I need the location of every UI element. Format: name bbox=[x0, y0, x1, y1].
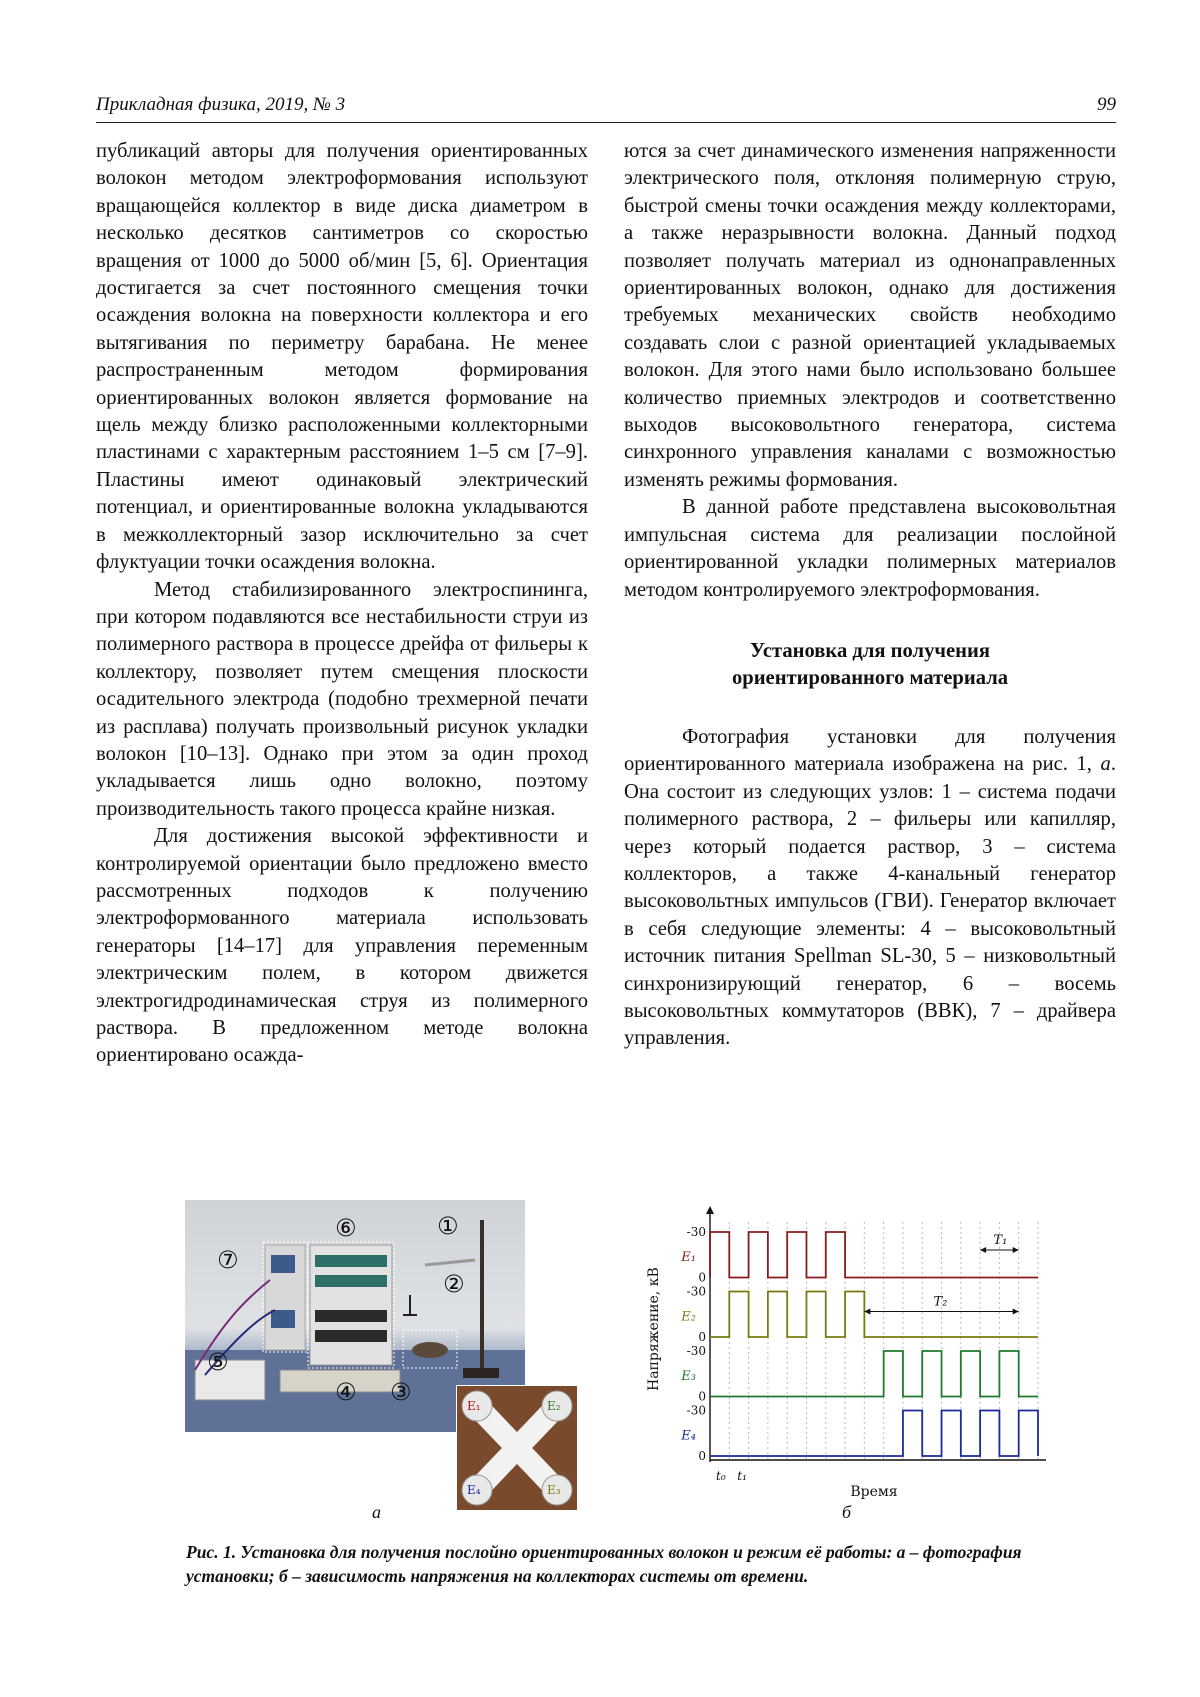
series-label: E₁ bbox=[681, 1249, 696, 1265]
section-heading bbox=[624, 638, 1116, 692]
y-axis-arrow bbox=[706, 1206, 714, 1214]
voltage-chart-svg bbox=[630, 1200, 1050, 1500]
marker-5: ⑤ bbox=[207, 1348, 229, 1376]
left-column bbox=[96, 138, 588, 1070]
x-tick-label: t₀ bbox=[716, 1469, 726, 1483]
series-label: E₄ bbox=[681, 1428, 696, 1444]
y-tick-label: -30 bbox=[686, 1284, 706, 1299]
y-tick-label: 0 bbox=[698, 1330, 706, 1344]
figure-caption: Рис. 1. Установка для получения послойно ориентированных волокон и режим её работы: а – фотография установки; б – зависимость напряжения на коллекторах системы от времени. bbox=[186, 1542, 1022, 1586]
right-column bbox=[624, 138, 1116, 1053]
y-tick-label: 0 bbox=[698, 1449, 706, 1463]
page-number: 99 bbox=[1097, 94, 1116, 115]
driver-board bbox=[271, 1310, 295, 1328]
series-waveform bbox=[710, 1292, 1038, 1338]
annotation-t1: T₁ bbox=[993, 1233, 1008, 1248]
stand-rod bbox=[480, 1220, 484, 1370]
y-tick-label: -30 bbox=[686, 1403, 706, 1418]
text-run: Фотография установки для получения ориентированного материала изображена на рис. 1, bbox=[624, 725, 1116, 776]
paragraph: В данной работе представлена высоковольтная импульсная система для реализации послойной ориентированной укладки полимерных материалов методом контролируемого электроформования. bbox=[624, 496, 1116, 601]
series-waveform bbox=[710, 1232, 1038, 1278]
subfigure-label-b: б bbox=[842, 1502, 852, 1522]
voltage-chart bbox=[630, 1200, 1050, 1500]
driver-board bbox=[271, 1255, 295, 1273]
electrode-label-e1: E₁ bbox=[467, 1399, 481, 1413]
y-tick-label: 0 bbox=[698, 1389, 706, 1404]
stand-base bbox=[463, 1368, 499, 1378]
marker-4: ④ bbox=[335, 1378, 357, 1406]
figure-ref: а bbox=[1100, 753, 1111, 776]
y-axis-title: Напряжение, кВ bbox=[646, 1267, 662, 1391]
paragraph: Метод стабилизированного электроспининга, при котором подавляются все нестабильности струи из полимерного раствора в процессе дрейфа от фильеры к коллектору, позволяет путем смещения плоскости осадительного электрода (подобно трехмерной печати из расплава) получать произвольный рисунок укладки волокон [10–13]. Однако при этом за один проход укладывается лишь одно волокно, поэтому производительность такого процесса крайне низкая. bbox=[96, 578, 588, 820]
text-run: . Она состоит из следующих узлов: 1 – система подачи полимерного раствора, 2 – фильеры или капилляр, через который подается раствор, 3 – система коллекторов, а также 4-канальный генератор высоковольтных импульсов (ГВИ). Генератор включает в себя следующие элементы: 4 – высоковольтный источник питания Spellman SL-30, 5 – низковольтный синхронизирующий генератор, 6 – восемь высоковольтных коммутаторов (ВВК), 7 – драйвера управления. bbox=[624, 753, 1116, 1050]
paragraph bbox=[624, 724, 1116, 1053]
electrode-label-e4: E₄ bbox=[467, 1483, 481, 1497]
collector-inset-photo bbox=[456, 1385, 578, 1511]
series-waveform bbox=[710, 1411, 1038, 1457]
marker-3: ③ bbox=[390, 1378, 412, 1406]
syringe-line bbox=[425, 1260, 475, 1265]
running-header bbox=[96, 92, 1116, 123]
x-axis-title: Время bbox=[850, 1484, 898, 1500]
collector-inset-drawing bbox=[457, 1386, 577, 1510]
journal-title: Прикладная физика, 2019, № 3 bbox=[96, 94, 346, 115]
marker-2: ② bbox=[443, 1270, 465, 1298]
x-tick-label: t₁ bbox=[737, 1469, 747, 1483]
sync-generator bbox=[195, 1360, 265, 1400]
collector-unit bbox=[412, 1342, 448, 1358]
series-label: E₂ bbox=[681, 1309, 696, 1325]
y-tick-label: -30 bbox=[686, 1344, 706, 1358]
section-heading-line: Установка для получения bbox=[749, 639, 991, 662]
electrode-label-e2: E₂ bbox=[547, 1399, 561, 1413]
marker-6: ⑥ bbox=[335, 1214, 357, 1242]
paragraph: Для достижения высокой эффективности и контролируемой ориентации было предложено вместо рассмотренных подходов к получению электроформованного материала использовать генераторы [14–17] для управления переменным электрическим полем, в котором движется электрогидродинамическая струя из полимерного раствора. В предложенном методе волокна ориентировано осажда- bbox=[96, 825, 588, 1067]
y-tick-label: -30 bbox=[686, 1225, 706, 1239]
series-waveform bbox=[710, 1351, 1038, 1397]
paragraph: публикаций авторы для получения ориентированных волокон методом электроформования используют вращающейся коллектор в виде диска диаметром в несколько десятков сантиметров со скоростью вращения от 1000 до 5000 об/мин [5, 6]. Ориентация достигается за счет постоянного смещения точки осаждения волокна на поверхности коллектора и его вытягивания по периметру барабана. Не менее распространенным методом формирования ориентированных волокон является формование на щель между близко расположенными коллекторными пластинами с характерным расстоянием 1–5 см [7–9]. Пластины имеют одинаковый электрический потенциал, и ориентированные волокна укладываются в межколлекторный зазор исключительно за счет флуктуации точки осаждения волокна. bbox=[96, 140, 588, 574]
marker-1: ① bbox=[437, 1212, 459, 1240]
y-tick-label: 0 bbox=[698, 1270, 706, 1285]
cross-mat bbox=[477, 1406, 557, 1490]
subfigure-label-a: а bbox=[372, 1502, 381, 1522]
annotation-t2: T₂ bbox=[933, 1294, 948, 1310]
section-heading-line: ориентированного материала bbox=[731, 666, 1009, 689]
marker-7: ⑦ bbox=[217, 1246, 239, 1274]
electrode-label-e3: E₃ bbox=[547, 1483, 561, 1497]
paragraph: ются за счет динамического изменения напряженности электрического поля, отклоняя полимерную струю, быстрой смены точки осаждения между коллекторами, а также неразрывности волокна. Данный подход позволяет получать материал из однонаправленных ориентированных волокон, однако для достижения требуемых механических свойств необходимо создавать слои с разной ориентацией укладываемых волокон. Для этого нами было использовано большее количество приемных электродов и соответственно выходов высоковольтного генератора, система синхронного управления каналами с возможностью изменять режимы формования. bbox=[624, 140, 1116, 491]
series-label: E₃ bbox=[681, 1368, 696, 1384]
